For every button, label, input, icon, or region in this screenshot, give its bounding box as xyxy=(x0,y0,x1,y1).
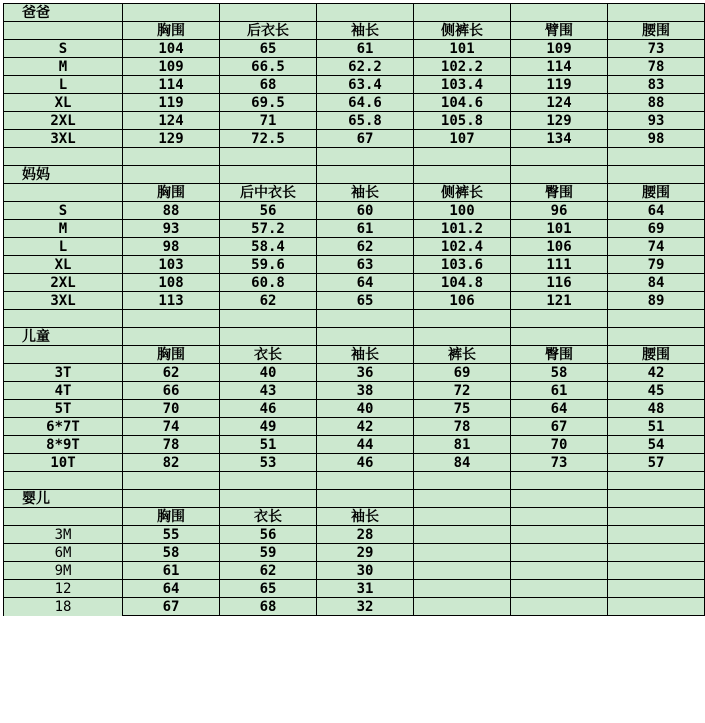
spacer-row xyxy=(4,148,705,166)
empty-cell[interactable] xyxy=(414,310,511,328)
measurement-cell[interactable]: 71 xyxy=(220,112,317,130)
column-header-cell[interactable]: 衣长 xyxy=(220,508,317,526)
size-chart-body xyxy=(4,4,705,616)
measurement-cell[interactable]: 45 xyxy=(608,382,705,400)
size-label-cell[interactable]: 3XL xyxy=(4,130,123,148)
column-header-cell[interactable]: 腰围 xyxy=(608,22,705,40)
header-row xyxy=(4,346,705,364)
measurement-cell[interactable]: 54 xyxy=(608,436,705,454)
empty-cell[interactable] xyxy=(414,166,511,184)
size-label-cell[interactable]: L xyxy=(4,76,123,94)
column-header-cell[interactable] xyxy=(608,508,705,526)
measurement-cell[interactable]: 84 xyxy=(608,274,705,292)
measurement-cell[interactable]: 79 xyxy=(608,256,705,274)
size-label-cell[interactable]: XL xyxy=(4,94,123,112)
measurement-cell[interactable] xyxy=(414,544,511,562)
empty-cell[interactable] xyxy=(220,166,317,184)
measurement-cell[interactable]: 109 xyxy=(123,58,220,76)
empty-cell[interactable] xyxy=(123,472,220,490)
section-title-row xyxy=(4,490,705,508)
measurement-cell[interactable]: 105.8 xyxy=(414,112,511,130)
measurement-cell[interactable]: 65 xyxy=(220,580,317,598)
table-row xyxy=(4,580,705,598)
empty-cell[interactable] xyxy=(608,328,705,346)
measurement-cell[interactable]: 59.6 xyxy=(220,256,317,274)
empty-cell[interactable] xyxy=(317,166,414,184)
measurement-cell[interactable]: 124 xyxy=(511,94,608,112)
size-label-cell[interactable]: 5T xyxy=(4,400,123,418)
measurement-cell[interactable]: 98 xyxy=(123,238,220,256)
measurement-cell[interactable]: 59 xyxy=(220,544,317,562)
measurement-cell[interactable]: 101 xyxy=(414,40,511,58)
measurement-cell[interactable]: 62 xyxy=(123,364,220,382)
column-header-cell[interactable]: 臀围 xyxy=(511,184,608,202)
column-header-cell[interactable]: 袖长 xyxy=(317,22,414,40)
measurement-cell[interactable]: 114 xyxy=(511,58,608,76)
measurement-cell[interactable]: 64 xyxy=(608,202,705,220)
size-label-cell[interactable]: 4T xyxy=(4,382,123,400)
measurement-cell[interactable]: 114 xyxy=(123,76,220,94)
measurement-cell[interactable]: 93 xyxy=(123,220,220,238)
empty-cell[interactable] xyxy=(414,472,511,490)
measurement-cell[interactable]: 46 xyxy=(220,400,317,418)
size-chart-table xyxy=(3,3,705,616)
size-label-cell[interactable]: 3M xyxy=(4,526,123,544)
measurement-cell[interactable]: 119 xyxy=(123,94,220,112)
column-header-cell[interactable] xyxy=(511,508,608,526)
measurement-cell[interactable]: 61 xyxy=(511,382,608,400)
measurement-cell[interactable]: 65 xyxy=(317,292,414,310)
empty-cell[interactable] xyxy=(414,4,511,22)
measurement-cell[interactable]: 51 xyxy=(220,436,317,454)
size-label-cell[interactable]: S xyxy=(4,40,123,58)
measurement-cell[interactable]: 83 xyxy=(608,76,705,94)
section-title-cell[interactable]: 儿童 xyxy=(4,328,123,346)
empty-cell[interactable] xyxy=(511,472,608,490)
empty-cell[interactable] xyxy=(123,166,220,184)
measurement-cell[interactable] xyxy=(608,526,705,544)
measurement-cell[interactable]: 31 xyxy=(317,580,414,598)
empty-cell[interactable] xyxy=(4,472,123,490)
empty-cell[interactable] xyxy=(608,472,705,490)
measurement-cell[interactable]: 101 xyxy=(511,220,608,238)
measurement-cell[interactable]: 75 xyxy=(414,400,511,418)
empty-cell[interactable] xyxy=(220,472,317,490)
measurement-cell[interactable]: 78 xyxy=(414,418,511,436)
measurement-cell[interactable]: 104.6 xyxy=(414,94,511,112)
measurement-cell[interactable] xyxy=(414,598,511,616)
size-label-cell[interactable]: 2XL xyxy=(4,112,123,130)
table-row xyxy=(4,130,705,148)
empty-cell[interactable] xyxy=(608,4,705,22)
table-row xyxy=(4,220,705,238)
column-header-cell[interactable]: 臀围 xyxy=(511,346,608,364)
measurement-cell[interactable]: 100 xyxy=(414,202,511,220)
measurement-cell[interactable]: 69 xyxy=(414,364,511,382)
table-row xyxy=(4,274,705,292)
measurement-cell[interactable] xyxy=(511,544,608,562)
measurement-cell[interactable]: 48 xyxy=(608,400,705,418)
column-header-cell[interactable] xyxy=(414,508,511,526)
measurement-cell[interactable]: 53 xyxy=(220,454,317,472)
empty-cell[interactable] xyxy=(220,328,317,346)
measurement-cell[interactable]: 88 xyxy=(123,202,220,220)
table-row xyxy=(4,544,705,562)
measurement-cell[interactable]: 60.8 xyxy=(220,274,317,292)
measurement-cell[interactable]: 46 xyxy=(317,454,414,472)
table-row xyxy=(4,94,705,112)
measurement-cell[interactable]: 93 xyxy=(608,112,705,130)
measurement-cell[interactable] xyxy=(511,580,608,598)
measurement-cell[interactable]: 43 xyxy=(220,382,317,400)
measurement-cell[interactable]: 103 xyxy=(123,256,220,274)
measurement-cell[interactable]: 30 xyxy=(317,562,414,580)
column-header-cell[interactable]: 后衣长 xyxy=(220,22,317,40)
empty-cell[interactable] xyxy=(123,310,220,328)
measurement-cell[interactable]: 56 xyxy=(220,526,317,544)
column-header-cell[interactable]: 裤长 xyxy=(414,346,511,364)
table-row xyxy=(4,598,705,616)
measurement-cell[interactable]: 129 xyxy=(511,112,608,130)
size-label-cell[interactable]: 6M xyxy=(4,544,123,562)
measurement-cell[interactable]: 57 xyxy=(608,454,705,472)
table-row xyxy=(4,112,705,130)
column-header-cell[interactable] xyxy=(4,184,123,202)
empty-cell[interactable] xyxy=(123,490,220,508)
measurement-cell[interactable]: 66 xyxy=(123,382,220,400)
measurement-cell[interactable]: 44 xyxy=(317,436,414,454)
measurement-cell[interactable]: 73 xyxy=(608,40,705,58)
column-header-cell[interactable]: 袖长 xyxy=(317,508,414,526)
measurement-cell[interactable]: 64.6 xyxy=(317,94,414,112)
measurement-cell[interactable] xyxy=(608,580,705,598)
measurement-cell[interactable]: 119 xyxy=(511,76,608,94)
size-label-cell[interactable]: M xyxy=(4,220,123,238)
measurement-cell[interactable]: 124 xyxy=(123,112,220,130)
column-header-cell[interactable]: 袖长 xyxy=(317,184,414,202)
measurement-cell[interactable]: 84 xyxy=(414,454,511,472)
table-row xyxy=(4,400,705,418)
table-row xyxy=(4,256,705,274)
measurement-cell[interactable]: 61 xyxy=(123,562,220,580)
section-title-row xyxy=(4,328,705,346)
measurement-cell[interactable]: 113 xyxy=(123,292,220,310)
empty-cell[interactable] xyxy=(220,310,317,328)
section-title-cell[interactable]: 爸爸 xyxy=(4,4,123,22)
measurement-cell[interactable]: 67 xyxy=(123,598,220,616)
measurement-cell[interactable]: 64 xyxy=(123,580,220,598)
measurement-cell[interactable]: 102.2 xyxy=(414,58,511,76)
measurement-cell[interactable]: 70 xyxy=(123,400,220,418)
table-row xyxy=(4,292,705,310)
table-row xyxy=(4,454,705,472)
size-label-cell[interactable]: L xyxy=(4,238,123,256)
table-row xyxy=(4,382,705,400)
measurement-cell[interactable]: 62 xyxy=(317,238,414,256)
measurement-cell[interactable]: 60 xyxy=(317,202,414,220)
column-header-cell[interactable]: 胸围 xyxy=(123,346,220,364)
table-row xyxy=(4,562,705,580)
measurement-cell[interactable]: 40 xyxy=(220,364,317,382)
measurement-cell[interactable]: 107 xyxy=(414,130,511,148)
measurement-cell[interactable]: 62 xyxy=(220,292,317,310)
column-header-cell[interactable]: 胸围 xyxy=(123,508,220,526)
section-title-row xyxy=(4,4,705,22)
measurement-cell[interactable]: 38 xyxy=(317,382,414,400)
measurement-cell[interactable]: 78 xyxy=(123,436,220,454)
section-title-cell[interactable]: 妈妈 xyxy=(4,166,123,184)
column-header-cell[interactable]: 侧裤长 xyxy=(414,184,511,202)
measurement-cell[interactable]: 56 xyxy=(220,202,317,220)
empty-cell[interactable] xyxy=(511,490,608,508)
empty-cell[interactable] xyxy=(317,4,414,22)
table-row xyxy=(4,526,705,544)
measurement-cell[interactable]: 42 xyxy=(608,364,705,382)
size-label-cell[interactable]: 3T xyxy=(4,364,123,382)
column-header-cell[interactable]: 胸围 xyxy=(123,22,220,40)
measurement-cell[interactable]: 74 xyxy=(123,418,220,436)
size-label-cell[interactable]: 3XL xyxy=(4,292,123,310)
measurement-cell[interactable]: 101.2 xyxy=(414,220,511,238)
column-header-cell[interactable] xyxy=(4,346,123,364)
empty-cell[interactable] xyxy=(4,310,123,328)
table-row xyxy=(4,76,705,94)
size-label-cell[interactable]: 2XL xyxy=(4,274,123,292)
measurement-cell[interactable]: 104.8 xyxy=(414,274,511,292)
empty-cell[interactable] xyxy=(414,328,511,346)
measurement-cell[interactable]: 58.4 xyxy=(220,238,317,256)
empty-cell[interactable] xyxy=(317,472,414,490)
table-row xyxy=(4,364,705,382)
empty-cell[interactable] xyxy=(123,328,220,346)
header-row xyxy=(4,184,705,202)
measurement-cell[interactable] xyxy=(511,598,608,616)
measurement-cell[interactable]: 63.4 xyxy=(317,76,414,94)
measurement-cell[interactable]: 58 xyxy=(123,544,220,562)
empty-cell[interactable] xyxy=(511,148,608,166)
measurement-cell[interactable] xyxy=(608,544,705,562)
measurement-cell[interactable]: 68 xyxy=(220,76,317,94)
measurement-cell[interactable]: 67 xyxy=(511,418,608,436)
measurement-cell[interactable]: 51 xyxy=(608,418,705,436)
empty-cell[interactable] xyxy=(317,490,414,508)
empty-cell[interactable] xyxy=(414,148,511,166)
section-title-cell[interactable]: 婴儿 xyxy=(4,490,123,508)
size-label-cell[interactable]: 18 xyxy=(4,598,123,616)
measurement-cell[interactable]: 28 xyxy=(317,526,414,544)
measurement-cell[interactable] xyxy=(511,562,608,580)
measurement-cell[interactable]: 104 xyxy=(123,40,220,58)
measurement-cell[interactable]: 121 xyxy=(511,292,608,310)
measurement-cell[interactable]: 58 xyxy=(511,364,608,382)
spacer-row xyxy=(4,472,705,490)
measurement-cell[interactable]: 69 xyxy=(608,220,705,238)
column-header-cell[interactable]: 后中衣长 xyxy=(220,184,317,202)
measurement-cell[interactable]: 67 xyxy=(317,130,414,148)
measurement-cell[interactable]: 66.5 xyxy=(220,58,317,76)
measurement-cell[interactable]: 64 xyxy=(511,400,608,418)
size-label-cell[interactable]: 12 xyxy=(4,580,123,598)
measurement-cell[interactable]: 116 xyxy=(511,274,608,292)
measurement-cell[interactable] xyxy=(414,526,511,544)
measurement-cell[interactable]: 69.5 xyxy=(220,94,317,112)
empty-cell[interactable] xyxy=(123,148,220,166)
measurement-cell[interactable]: 61 xyxy=(317,40,414,58)
measurement-cell[interactable]: 108 xyxy=(123,274,220,292)
empty-cell[interactable] xyxy=(317,310,414,328)
empty-cell[interactable] xyxy=(511,328,608,346)
size-label-cell[interactable]: 10T xyxy=(4,454,123,472)
column-header-cell[interactable]: 腰围 xyxy=(608,346,705,364)
measurement-cell[interactable]: 65 xyxy=(220,40,317,58)
empty-cell[interactable] xyxy=(608,148,705,166)
empty-cell[interactable] xyxy=(608,490,705,508)
measurement-cell[interactable]: 96 xyxy=(511,202,608,220)
measurement-cell[interactable]: 129 xyxy=(123,130,220,148)
measurement-cell[interactable]: 98 xyxy=(608,130,705,148)
measurement-cell[interactable]: 57.2 xyxy=(220,220,317,238)
measurement-cell[interactable]: 49 xyxy=(220,418,317,436)
size-label-cell[interactable]: M xyxy=(4,58,123,76)
measurement-cell[interactable] xyxy=(608,598,705,616)
empty-cell[interactable] xyxy=(220,490,317,508)
measurement-cell[interactable]: 29 xyxy=(317,544,414,562)
table-row xyxy=(4,436,705,454)
measurement-cell[interactable]: 89 xyxy=(608,292,705,310)
table-row xyxy=(4,58,705,76)
size-label-cell[interactable]: 6*7T xyxy=(4,418,123,436)
column-header-cell[interactable]: 侧裤长 xyxy=(414,22,511,40)
column-header-cell[interactable]: 腰围 xyxy=(608,184,705,202)
measurement-cell[interactable]: 63 xyxy=(317,256,414,274)
empty-cell[interactable] xyxy=(511,4,608,22)
empty-cell[interactable] xyxy=(511,310,608,328)
column-header-cell[interactable]: 衣长 xyxy=(220,346,317,364)
empty-cell[interactable] xyxy=(608,166,705,184)
empty-cell[interactable] xyxy=(317,148,414,166)
measurement-cell[interactable]: 36 xyxy=(317,364,414,382)
measurement-cell[interactable]: 72.5 xyxy=(220,130,317,148)
measurement-cell[interactable]: 111 xyxy=(511,256,608,274)
measurement-cell[interactable]: 109 xyxy=(511,40,608,58)
table-row xyxy=(4,202,705,220)
measurement-cell[interactable]: 62 xyxy=(220,562,317,580)
measurement-cell[interactable]: 134 xyxy=(511,130,608,148)
column-header-cell[interactable]: 袖长 xyxy=(317,346,414,364)
column-header-cell[interactable]: 胸围 xyxy=(123,184,220,202)
measurement-cell[interactable]: 81 xyxy=(414,436,511,454)
measurement-cell[interactable]: 62.2 xyxy=(317,58,414,76)
measurement-cell[interactable]: 65.8 xyxy=(317,112,414,130)
header-row xyxy=(4,22,705,40)
measurement-cell[interactable]: 106 xyxy=(511,238,608,256)
measurement-cell[interactable]: 40 xyxy=(317,400,414,418)
measurement-cell[interactable]: 102.4 xyxy=(414,238,511,256)
empty-cell[interactable] xyxy=(317,328,414,346)
empty-cell[interactable] xyxy=(4,148,123,166)
measurement-cell[interactable]: 73 xyxy=(511,454,608,472)
measurement-cell[interactable]: 82 xyxy=(123,454,220,472)
empty-cell[interactable] xyxy=(608,310,705,328)
measurement-cell[interactable]: 61 xyxy=(317,220,414,238)
measurement-cell[interactable]: 106 xyxy=(414,292,511,310)
empty-cell[interactable] xyxy=(123,4,220,22)
size-label-cell[interactable]: 8*9T xyxy=(4,436,123,454)
measurement-cell[interactable]: 42 xyxy=(317,418,414,436)
measurement-cell[interactable]: 72 xyxy=(414,382,511,400)
table-row xyxy=(4,40,705,58)
size-label-cell[interactable]: S xyxy=(4,202,123,220)
measurement-cell[interactable] xyxy=(414,580,511,598)
measurement-cell[interactable]: 88 xyxy=(608,94,705,112)
measurement-cell[interactable]: 64 xyxy=(317,274,414,292)
size-label-cell[interactable]: XL xyxy=(4,256,123,274)
empty-cell[interactable] xyxy=(220,4,317,22)
measurement-cell[interactable]: 103.4 xyxy=(414,76,511,94)
table-row xyxy=(4,238,705,256)
measurement-cell[interactable] xyxy=(608,562,705,580)
measurement-cell[interactable]: 78 xyxy=(608,58,705,76)
empty-cell[interactable] xyxy=(414,490,511,508)
measurement-cell[interactable]: 70 xyxy=(511,436,608,454)
column-header-cell[interactable] xyxy=(4,22,123,40)
column-header-cell[interactable] xyxy=(4,508,123,526)
measurement-cell[interactable]: 74 xyxy=(608,238,705,256)
empty-cell[interactable] xyxy=(511,166,608,184)
empty-cell[interactable] xyxy=(220,148,317,166)
size-label-cell[interactable]: 9M xyxy=(4,562,123,580)
section-title-row xyxy=(4,166,705,184)
header-row xyxy=(4,508,705,526)
column-header-cell[interactable]: 臂围 xyxy=(511,22,608,40)
spacer-row xyxy=(4,310,705,328)
measurement-cell[interactable]: 103.6 xyxy=(414,256,511,274)
measurement-cell[interactable] xyxy=(414,562,511,580)
table-row xyxy=(4,418,705,436)
measurement-cell[interactable]: 32 xyxy=(317,598,414,616)
measurement-cell[interactable]: 55 xyxy=(123,526,220,544)
measurement-cell[interactable]: 68 xyxy=(220,598,317,616)
measurement-cell[interactable] xyxy=(511,526,608,544)
